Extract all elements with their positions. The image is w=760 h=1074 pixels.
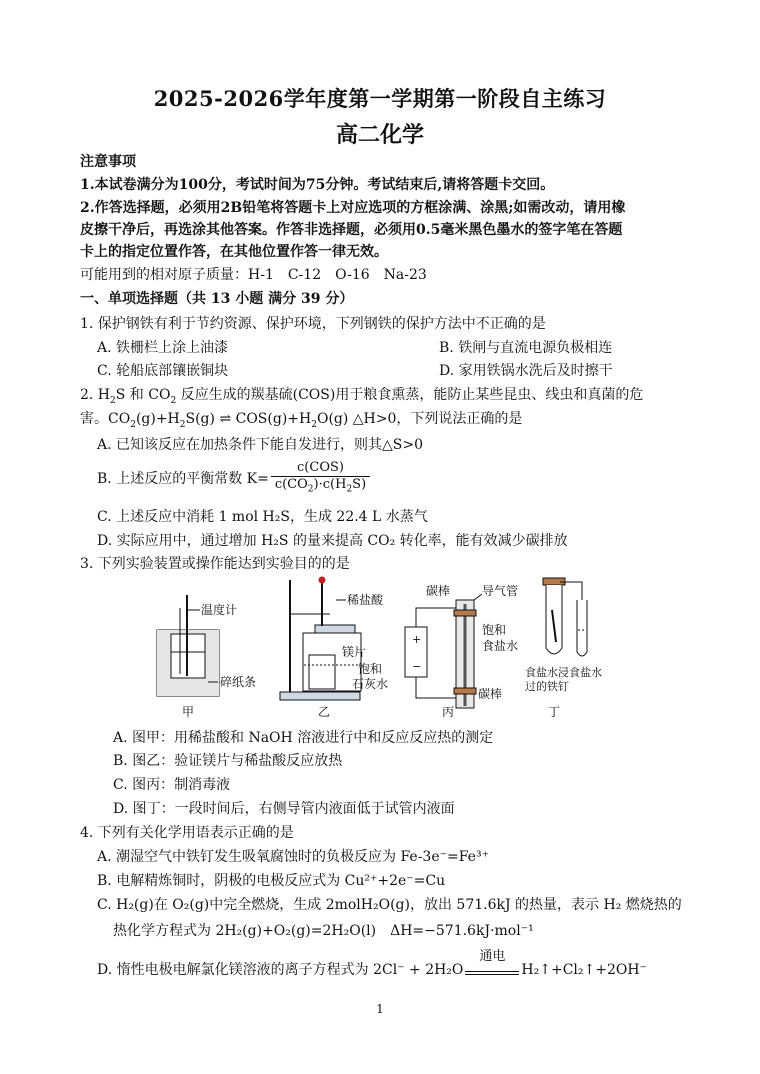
- q3-option-a: A. 图甲：用稀盐酸和 NaOH 溶液进行中和反应反应热的测定: [113, 730, 494, 746]
- q4-d-post: H₂↑+Cl₂↑+2OH⁻: [521, 962, 647, 978]
- label-brine-1: 饱和: [482, 623, 507, 637]
- figure-yi: [280, 577, 388, 719]
- q4-d-pre: D. 惰性电极电解氯化镁溶液的离子方程式为 2Cl⁻ + 2H₂O: [97, 962, 464, 978]
- test-tube: [309, 655, 335, 689]
- notes-heading: 注意事项: [80, 154, 136, 170]
- label-carbon-bottom: 碳棒: [478, 687, 503, 701]
- label-limewater-1: 饱和: [358, 662, 383, 676]
- q2-option-a: A. 已知该反应在加热条件下能自发进行，则其△S>0: [97, 437, 424, 453]
- stand-base: [280, 692, 360, 700]
- bottom-plug: [454, 688, 476, 694]
- top-plug: [454, 610, 476, 616]
- caption-jia: 甲: [182, 705, 195, 719]
- plus-label: +: [412, 633, 422, 646]
- label-nail-2: 过的铁钉: [525, 680, 569, 693]
- q2-option-b: [97, 460, 707, 498]
- note-2-line-2: 皮擦干净后，再选涂其他答案。作答非选择题，必须用0.5毫米黑色墨水的签字笔在答题: [80, 222, 623, 238]
- q2-stem-line-2: 害。$CO_2(g)+H_2S(g)$ ⇌ $COS(g)+H_2O(g)$ △H>0，下列说法正确的是: [80, 411, 523, 430]
- q2-stem-line-1: 2. $H_2S$ 和 $CO_2$ 反应生成的羰基硫(COS)用于粮食熏蒸，能防止某些昆虫、线虫和真菌的危: [80, 387, 644, 406]
- q4-option-c: C. H₂(g)在 O₂(g)中完全燃烧，生成 2molH₂O(g)，放出 571.6kJ 的热量，表示 H₂ 燃烧热的: [97, 897, 682, 913]
- q2-stem-a: 能防止某些昆虫、线虫和真菌的危: [433, 387, 644, 403]
- stopper: [315, 625, 355, 633]
- figure-ding: [525, 578, 602, 719]
- label-limewater-2: 石灰水: [352, 677, 389, 691]
- q4-c-enthalpy: ΔH=−571.6kJ·mol⁻¹: [390, 923, 534, 939]
- exam-subject: 高二化学: [335, 122, 424, 148]
- q2-stem-b-pre: 害。: [80, 411, 108, 427]
- q4-option-a: A. 潮湿空气中铁钉发生吸氧腐蚀时的负极反应为 Fe-3e⁻=Fe³⁺: [97, 849, 489, 865]
- minus-label: −: [412, 660, 422, 673]
- q4-option-c-equation: [113, 922, 723, 940]
- dropper-bulb: [319, 577, 325, 583]
- label-thermometer: 温度计: [201, 603, 238, 617]
- atomic-masses: 可能用到的相对原子质量：H-1 C-12 O-16 Na-23: [80, 267, 427, 283]
- q2-option-d: D. 实际应用中，通过增加 H₂S 的量来提高 CO₂ 转化率，能有效减少碳排放: [97, 533, 568, 549]
- note-1: 1.本试卷满分为100分，考试时间为75分钟。考试结束后,请将答题卡交回。: [80, 177, 555, 193]
- q3-stem: 3. 下列实验装置或操作能达到实验目的的是: [80, 556, 350, 572]
- page-number: 1: [376, 1002, 384, 1016]
- q1-option-a: A. 铁栅栏上涂上油漆: [97, 340, 229, 356]
- section-1-heading: 一、单项选择题（共 13 小题 满分 39 分）: [80, 291, 354, 307]
- note-2-line-3: 卡上的指定位置作答，在其他位置作答一律无效。: [80, 244, 388, 260]
- caption-bing: 丙: [442, 705, 455, 719]
- equilibrium-arrow-icon: ⇌: [219, 411, 232, 427]
- electrolysis-arrow-label: 通电: [479, 949, 506, 964]
- q3-option-b: B. 图乙：验证镁片与稀盐酸反应放热: [113, 753, 343, 769]
- gas-tube: [474, 594, 482, 600]
- q4-option-d: [97, 949, 707, 980]
- q3-option-d: D. 图丁：一段时间后，右侧导管内液面低于试管内液面: [113, 801, 455, 817]
- label-mg: 镁片: [342, 645, 367, 659]
- caption-yi: 乙: [318, 705, 331, 719]
- q1-option-b: B. 铁闸与直流电源负极相连: [439, 340, 613, 356]
- label-acid: 稀盐酸: [347, 593, 384, 607]
- q4-option-b: B. 电解精炼铜时，阴极的电极反应式为 Cu²⁺+2e⁻=Cu: [97, 873, 446, 889]
- figure-bing: [405, 583, 518, 719]
- equilibrium-constant-fraction: [271, 460, 370, 498]
- label-paper: 碎纸条: [220, 675, 257, 689]
- q2-option-b-pre: B. 上述反应的平衡常数 K=: [97, 470, 269, 487]
- note-2-line-1: 2.作答选择题，必须用2B铅笔将答题卡上对应选项的方框涂满、涂黑;如需改动，请用橡: [80, 200, 626, 216]
- label-nail-1: 食盐水浸食盐水: [525, 666, 602, 679]
- q2-option-c: C. 上述反应中消耗 1 mol H₂S，生成 22.4 L 水蒸气: [97, 509, 428, 525]
- electrolysis-arrow: [463, 949, 521, 980]
- label-brine-2: 食盐水: [482, 639, 519, 653]
- fraction-numerator: c(COS): [271, 460, 370, 477]
- q4-stem: 4. 下列有关化学用语表示正确的是: [80, 825, 294, 841]
- exam-title: 2025-2026学年度第一学期第一阶段自主练习: [153, 86, 607, 111]
- label-gas-tube: 导气管: [482, 584, 519, 598]
- figure-jia: [157, 595, 256, 719]
- q4-c-equation: 热化学方程式为 2H₂(g)+O₂(g)=2H₂O(l): [113, 923, 377, 939]
- label-carbon-top: 碳棒: [426, 584, 451, 598]
- q1-stem: 1. 保护钢铁有利于节约资源、保护环境，下列钢铁的保护方法中不正确的是: [80, 316, 546, 332]
- q2-stem-b-post: ，下列说法正确的是: [396, 411, 523, 427]
- q3-apparatus-figures: [130, 570, 650, 720]
- q3-option-c: C. 图丙：制消毒液: [113, 777, 231, 793]
- q1-option-c: C. 轮船底部镶嵌铜块: [97, 363, 229, 379]
- q1-option-d: D. 家用铁锅水洗后及时擦干: [439, 363, 613, 379]
- caption-ding: 丁: [548, 705, 561, 719]
- fraction-denominator: $c(CO_2)\cdot c(H_2S)$: [274, 477, 367, 495]
- side-tube: [577, 600, 587, 656]
